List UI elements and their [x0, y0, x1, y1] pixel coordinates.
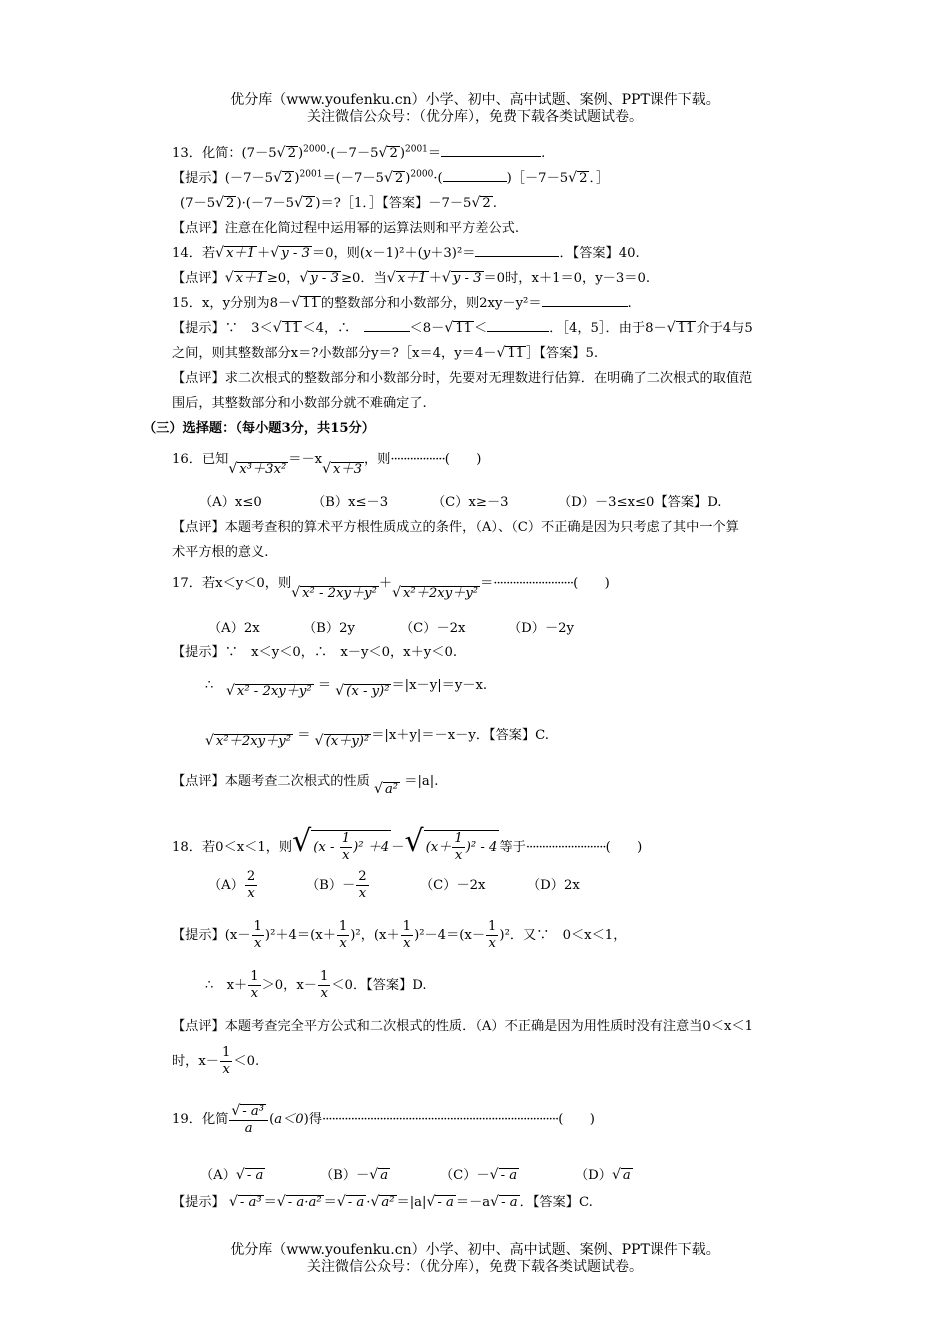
header-line-2: 关注微信公众号：（优分库），免费下载各类试题试卷。 — [307, 109, 643, 125]
q17-stem: 17．若x＜y＜0，则√ x² - 2xy＋y²＋√ x²＋2xy＋y²＝·························( ) — [172, 576, 610, 601]
q18-option-c: （C）－2x — [420, 878, 486, 893]
q16-stem: 16．已知√ x³＋3x²＝－x√ x＋3，则·················( ) — [172, 452, 482, 477]
q18-stem: 18．若0＜x＜1，则√ (x - $\frac{1}{x}$ )² ＋4 －√ (x＋ $\frac{1}{x}$ )² - 4 等于·························( ) — [172, 824, 643, 863]
footer-line-1: 优分库（www.youfenku.cn）小学、初中、高中试题、案例、PPT课件下载。 — [230, 1242, 720, 1258]
q19-option-d: （D）√ a — [575, 1167, 631, 1183]
q16-comment-1: 【点评】本题考查积的算术平方根性质成立的条件，（A）、（C）不正确是因为只考虑了其中一个算 — [172, 520, 739, 535]
q18-option-a: （A） $\frac{2}{x}$ — [208, 869, 256, 901]
q18-option-d: （D）2x — [527, 878, 580, 893]
q18-comment-1: 【点评】本题考查完全平方公式和二次根式的性质．（A）不正确是因为用性质时没有注意当0＜x＜1 — [172, 1019, 754, 1034]
header-line-1: 优分库（www.youfenku.cn）小学、初中、高中试题、案例、PPT课件下载。 — [230, 92, 720, 108]
q16-option-d: （D）－3≤x≤0【答案】D. — [558, 495, 722, 510]
answer-blank — [441, 144, 541, 157]
q17-option-c: （C）－2x — [400, 621, 466, 636]
footer-line-2: 关注微信公众号：（优分库），免费下载各类试题试卷。 — [307, 1259, 643, 1275]
q18-comment-2: 时，x－ $\frac{1}{x}$ ＜0. — [172, 1045, 260, 1077]
section-title: （三）选择题：（每小题3分，共15分） — [143, 421, 375, 436]
q17-option-d: （D）－2y — [508, 621, 574, 636]
q14-stem: 14．若√ x＋1 ＋√ y - 3 ＝0，则(x－1)²＋(y＋3)²＝ ．【答案】40. — [172, 245, 640, 261]
q17-comment: 【点评】本题考查二次根式的性质 √ a² ＝|a|. — [172, 774, 439, 797]
q16-option-c: （C）x≥－3 — [432, 495, 509, 510]
q15-hint: 【提示】∵ 3＜√ 11 ＜4，∴ ＜8－√ 11 ＜ ．［4，5］．由于8－√ 11 介于4与5 — [172, 320, 753, 336]
q14-comment: 【点评】√ x＋1 ≥0，√ y - 3 ≥0．当√ x＋1 ＋√ y - 3 ＝0时，x＋1＝0，y－3＝0. — [172, 270, 651, 286]
q13-comment: 【点评】注意在化简过程中运用幂的运算法则和平方差公式. — [172, 221, 520, 236]
q17-hint: 【提示】∵ x＜y＜0，∴ x－y＜0，x＋y＜0. — [172, 645, 458, 660]
q18-hint: 【提示】(x－ $\frac{1}{x}$ )²＋4＝(x＋ $\frac{1}{x}$ )²，(x＋ $\frac{1}{x}$ )²－4＝(x－ $\frac{1}{x}$ )²．又∵ 0＜x＜1， — [172, 919, 627, 951]
q13-stem: 13．化简：(7－5√ 2 )$^{2000}$·(－7－5√ 2 )$^{2001}$＝ . — [172, 144, 546, 161]
q19-option-c: （C）－√ - a — [440, 1167, 518, 1183]
q15-comment-2: 围后，其整数部分和小数部分就不难确定了. — [172, 396, 427, 411]
q16-option-a: （A）x≤0 — [199, 495, 262, 510]
q13-hint: 【提示】(－7－5√ 2 )$^{2001}$＝(－7－5√ 2 )$^{2000}$·( )［－7－5√ 2 ．］ — [172, 169, 610, 186]
q19-stem: 19．化简 $\frac{\text{√ - a³}}{a}$ (a＜0)得··········································································( ) — [172, 1102, 595, 1136]
q16-option-b: （B）x≤－3 — [312, 495, 389, 510]
q19-option-a: （A）√ - a — [200, 1167, 264, 1183]
q17-step-2: √ x²＋2xy＋y² ＝ √ (x＋y)² ＝|x＋y|＝－x－y．【答案】C. — [205, 728, 549, 749]
q13-hint-2: (7－5√ 2 )·(－7－5√ 2 )＝?［1．］【答案】－7－5√ 2 . — [180, 195, 497, 211]
q15-hint-2: 之间，则其整数部分x＝?小数部分y＝?［x＝4，y＝4－√ 11 ］【答案】5. — [172, 345, 599, 361]
q18-option-b: （B）－ $\frac{2}{x}$ — [306, 869, 367, 901]
q18-step: ∴ x＋ $\frac{1}{x}$ ＞0，x－ $\frac{1}{x}$ ＜0．【答案】D. — [205, 969, 427, 1001]
q17-option-b: （B）2y — [303, 621, 355, 636]
q19-option-b: （B）－√ a — [320, 1167, 389, 1183]
q15-comment-1: 【点评】求二次根式的整数部分和小数部分时，先要对无理数进行估算．在明确了二次根式的取值范 — [172, 371, 753, 386]
q17-step-1: ∴ √ x² - 2xy＋y² ＝ √ (x - y)² ＝|x－y|＝y－x. — [205, 678, 488, 699]
q15-stem: 15．x，y分别为8－√ 11 的整数部分和小数部分，则2xy－y²＝ . — [172, 295, 632, 311]
q16-comment-2: 术平方根的意义. — [172, 545, 269, 560]
q17-option-a: （A）2x — [208, 621, 260, 636]
q19-hint: 【提示】 √ - a³ ＝√ - a·a² ＝√ - a ·√ a² ＝|a|√ - a ＝－a√ - a ．【答案】C. — [172, 1194, 593, 1210]
